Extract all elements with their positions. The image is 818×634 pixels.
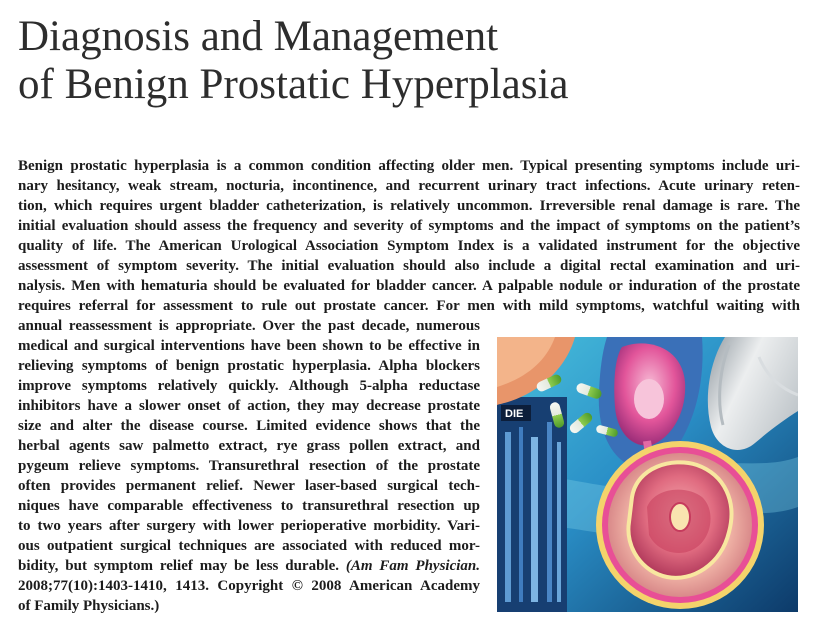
sign <box>501 405 531 421</box>
abstract-line-20: ous outpatient surgical techniques are associated with reduced mor- <box>18 538 480 554</box>
abstract-line-16: pygeum relieve symptoms. Transurethral resection of the prostate <box>18 458 480 474</box>
abstract-line-2: nary hesitancy, weak stream, nocturia, incontinence, and recurrent urinary tract infections. Acute urinary reten- <box>18 178 800 194</box>
abstract-line-5: quality of life. The American Urological Association Symptom Index is a validated instrument for the objective <box>18 238 800 254</box>
abstract-line-22: 2008;77(10):1403-1410, 1413. Copyright © 2008 American Academy <box>18 578 480 594</box>
abstract-line-11: relieving symptoms of benign prostatic hyperplasia. Alpha blockers <box>18 358 480 374</box>
background-panel <box>497 397 567 612</box>
abstract-line-1: Benign prostatic hyperplasia is a common condition affecting older men. Typical presenting symptoms include uri- <box>18 158 800 174</box>
abstract-line-14: size and alter the disease course. Limited evidence shows that the <box>18 418 480 434</box>
abstract-line-17: often provides permanent relief. Newer laser-based surgical tech- <box>18 478 480 494</box>
abstract-line-4: initial evaluation should assess the frequency and severity of symptoms and the impact of symptoms on the patient’s <box>18 218 800 234</box>
article-title <box>18 13 569 109</box>
abstract-line-23: of Family Physicians.) <box>18 598 160 614</box>
abstract-line-12: improve symptoms relatively quickly. Although 5-alpha reductase <box>18 378 480 394</box>
abstract-line-18: niques have comparable effectiveness to transurethral resection up <box>18 498 480 514</box>
citation-journal: (Am Fam Physician. <box>345 558 480 574</box>
abstract-line-13: inhibitors have a slower onset of action, they may decrease prostate <box>18 398 480 414</box>
abstract-line-19: to two years after surgery with lower perioperative morbidity. Vari- <box>18 518 480 534</box>
abstract-line-8: requires referral for assessment to rule out prostate cancer. For men with mild symptoms, watchful waiting with <box>18 298 800 314</box>
title-line-2: of Benign Prostatic Hyperplasia <box>18 61 569 108</box>
magnifier-lens <box>596 441 764 609</box>
abstract-line-3: tion, which requires urgent bladder catheterization, is relatively uncommon. Irreversible renal damage is rare. The <box>18 198 800 214</box>
sign-text: DIE <box>505 408 524 420</box>
abstract-line-7: nalysis. Men with hematuria should be evaluated for bladder cancer. A palpable nodule or induration of the prostate <box>18 278 800 294</box>
abstract-line-6: assessment of symptom severity. The initial evaluation should also include a digital rectal examination and uri- <box>18 258 800 274</box>
illustration-svg <box>497 337 798 612</box>
abstract-line-15: herbal agents saw palmetto extract, rye grass pollen extract, and <box>18 438 480 454</box>
abstract-line-21-text: bidity, but symptom relief may be less durable. <box>18 558 340 574</box>
title-line-1: Diagnosis and Management <box>18 13 499 60</box>
abstract-line-9: annual reassessment is appropriate. Over the past decade, numerous <box>18 318 480 334</box>
abstract-line-10: medical and surgical interventions have been shown to be effective in <box>18 338 480 354</box>
urethra <box>670 503 690 531</box>
abstract-line-21 <box>18 556 480 576</box>
prostate-illustration <box>497 337 798 612</box>
